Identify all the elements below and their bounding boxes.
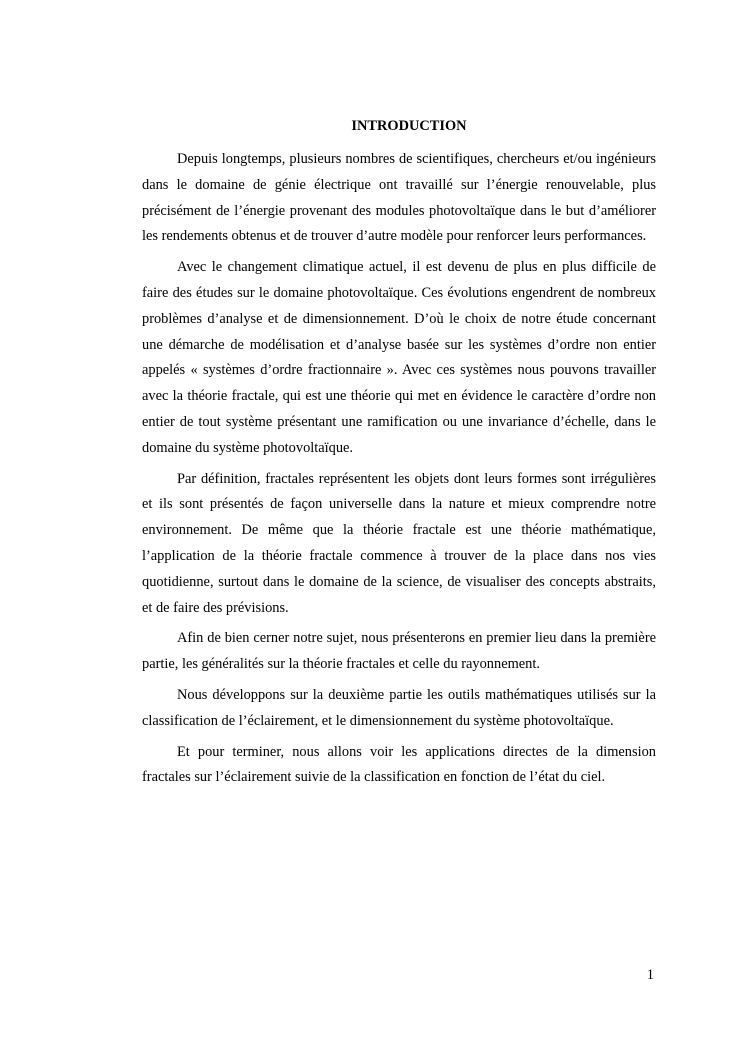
paragraph-4: Afin de bien cerner notre sujet, nous présenterons en premier lieu dans la première partie, les généralités sur la théorie fractales et celle du rayonnement. [142,630,656,673]
paragraph-2: Avec le changement climatique actuel, il est devenu de plus en plus difficile de faire des études sur le domaine photovoltaïque. Ces évolutions engendrent de nombreux problèmes d’analyse et de dimensionnement. D’où le choix de notre étude concernant une démarche de modélisation et d’analyse basée sur les systèmes d’ordre non entier appelés « systèmes d’ordre fractionnaire ». Avec ces systèmes nous pouvons travailler avec la théorie fractale, qui est une théorie qui met en évidence le caractère d’ordre non entier de tout système présentant une ramification ou une invariance d’échelle, dans le domaine du système photovoltaïque. [142,259,656,456]
body-text [142,147,656,796]
page-number: 1 [646,967,654,983]
paragraph-3: Par définition, fractales représentent les objets dont leurs formes sont irrégulières et ils sont présentés de façon universelle dans la nature et mieux comprendre notre environnement. De même que la théorie fractale est une théorie mathématique, l’application de la théorie fractale commence à trouver de la place dans nos vies quotidienne, surtout dans le domaine de la science, de visualiser des concepts abstraits, et de faire des prévisions. [142,470,656,616]
paragraph-6: Et pour terminer, nous allons voir les applications directes de la dimension fractales sur l’éclairement suivie de la classification en fonction de l’état du ciel. [142,743,656,786]
paragraph-5: Nous développons sur la deuxième partie les outils mathématiques utilisés sur la classification de l’éclairement, et le dimensionnement du système photovoltaïque. [142,686,656,729]
section-title: INTRODUCTION [351,118,467,134]
paragraph-1: Depuis longtemps, plusieurs nombres de scientifiques, chercheurs et/ou ingénieurs dans le domaine de génie électrique ont travaillé sur l’énergie renouvelable, plus précisément de l’énergie provenant des modules photovoltaïque dans le but d’améliorer les rendements obtenus et de trouver d’autre modèle pour renforcer leurs performances. [142,151,656,245]
